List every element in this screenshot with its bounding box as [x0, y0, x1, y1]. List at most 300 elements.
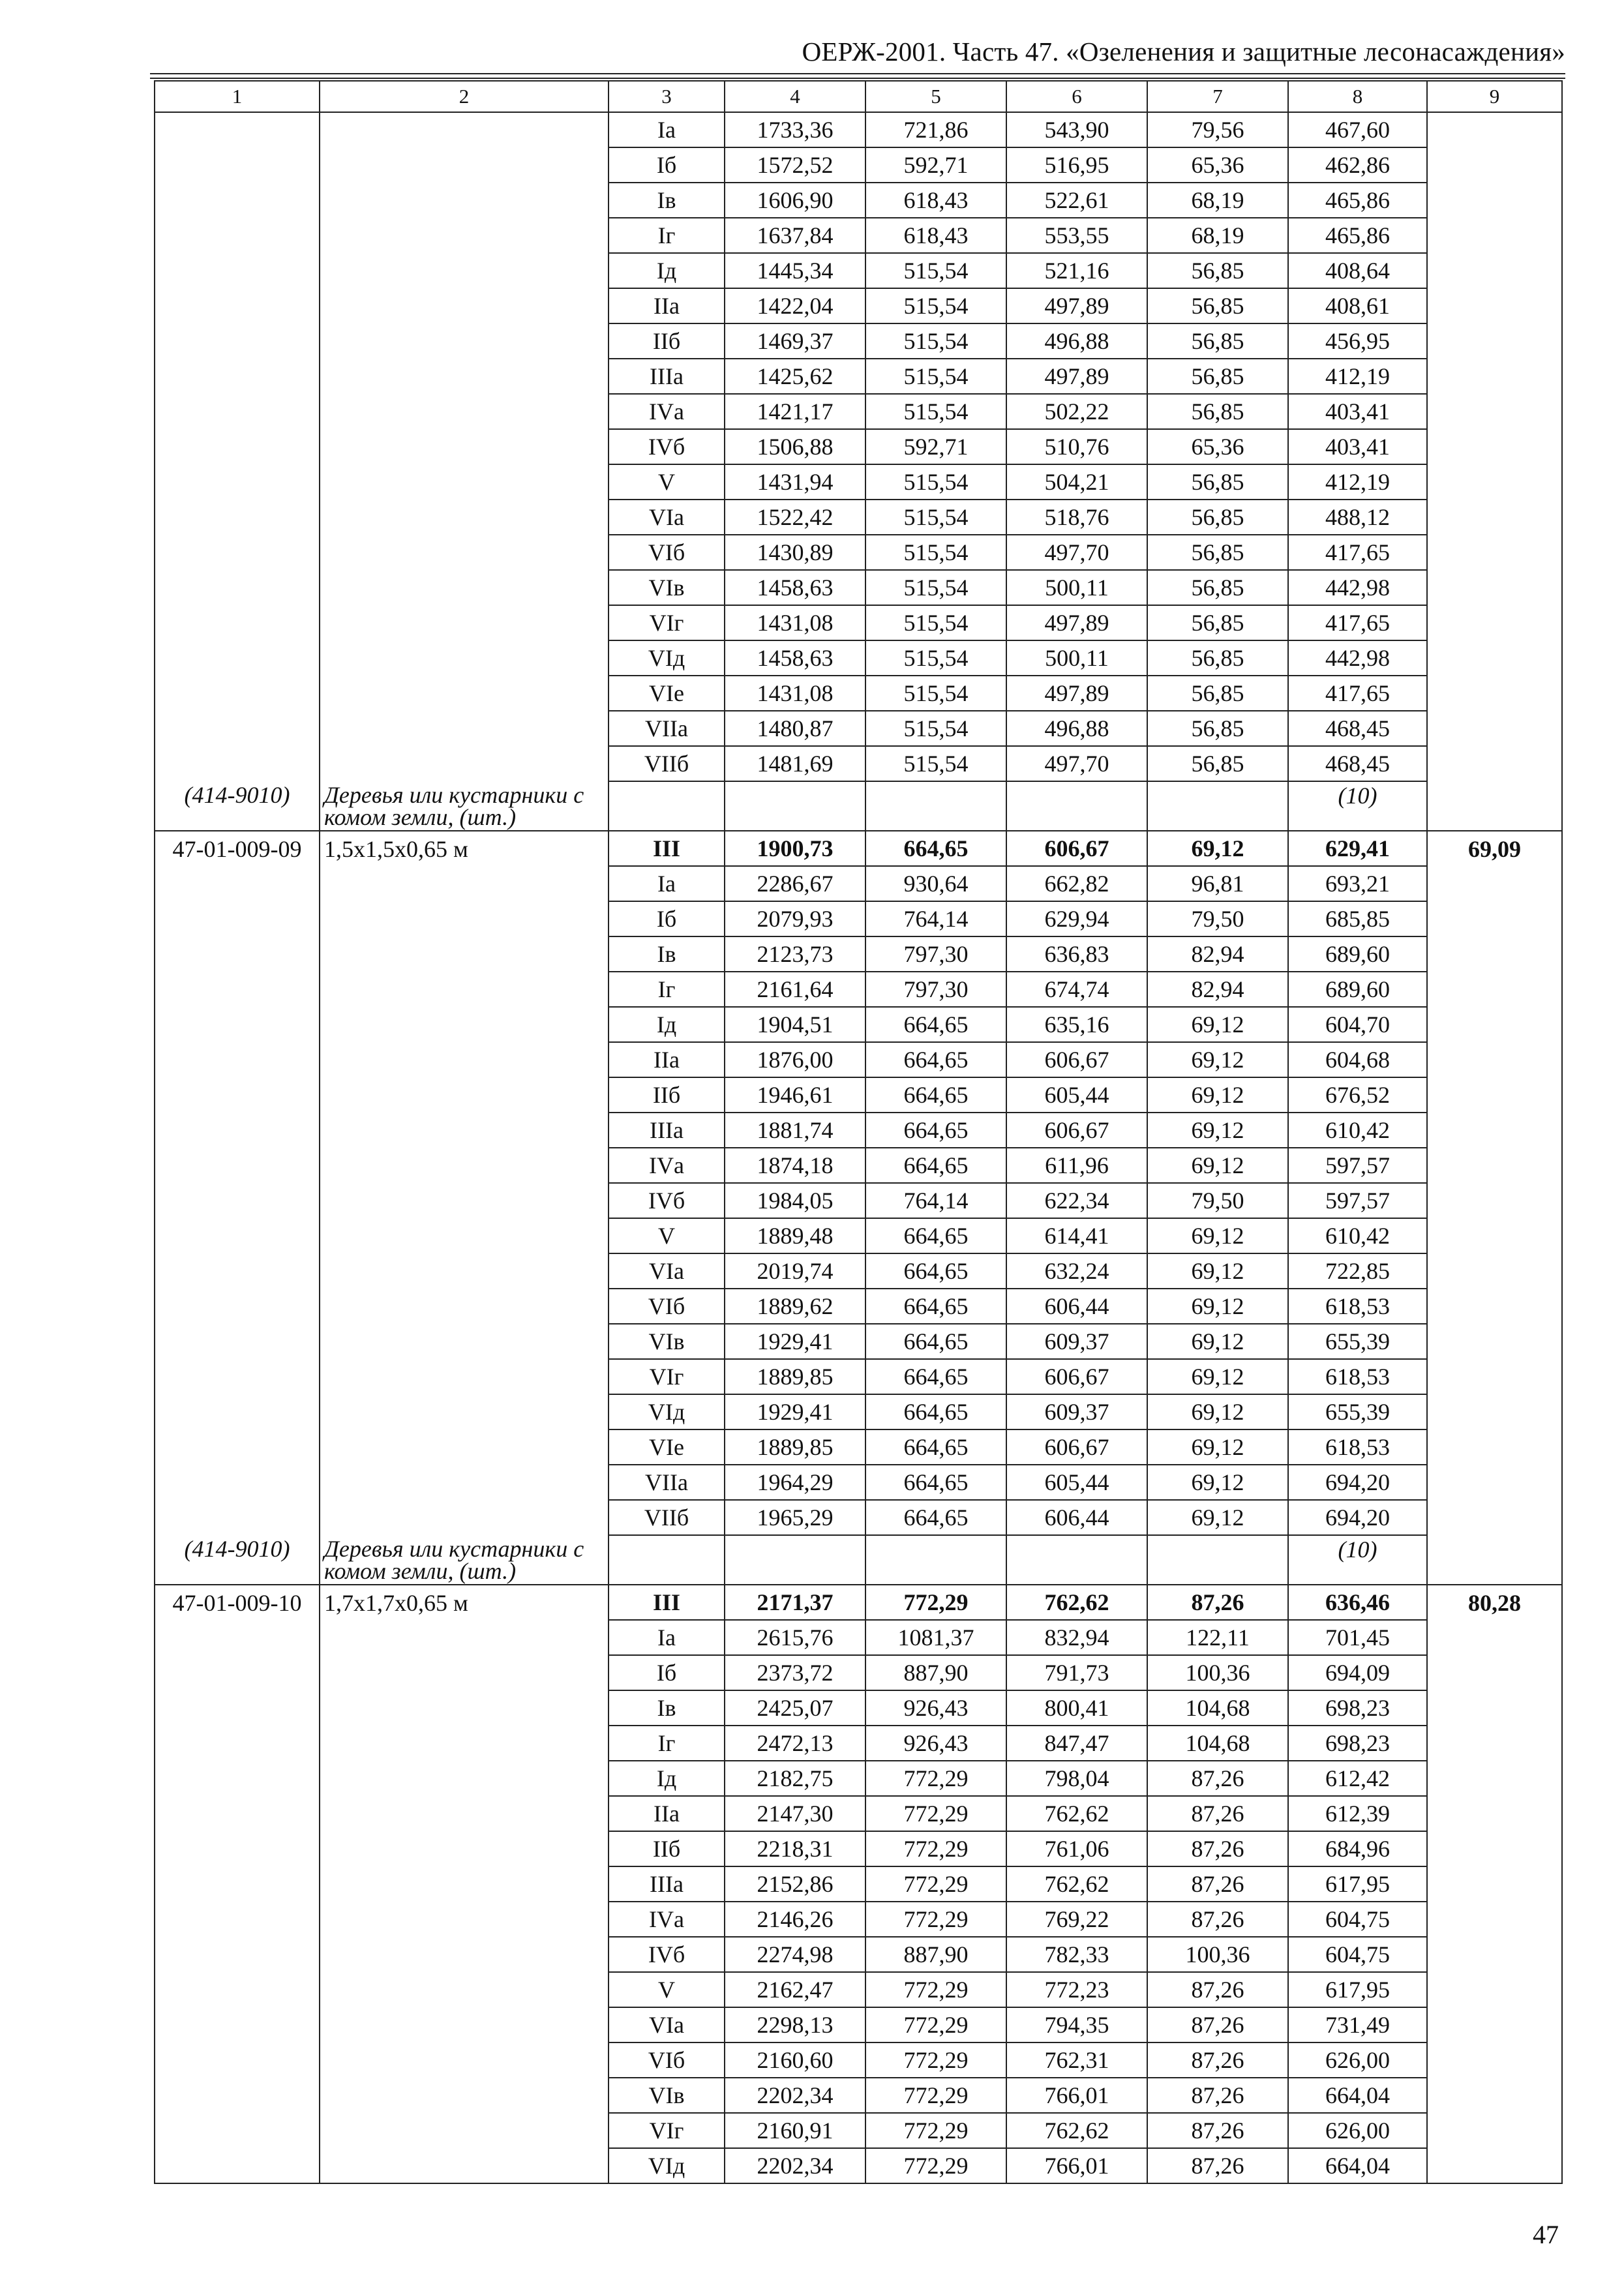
- value-cell: 772,29: [865, 2113, 1006, 2148]
- value-cell: 56,85: [1147, 359, 1288, 394]
- value-cell: 664,65: [865, 1253, 1006, 1289]
- empty-cell: [320, 676, 609, 711]
- empty-cell: [320, 1620, 609, 1655]
- value-cell: 632,24: [1006, 1253, 1147, 1289]
- zone-cell: VIа: [609, 1253, 725, 1289]
- zone-cell: IIIа: [609, 1866, 725, 1902]
- value-cell: 664,65: [865, 1429, 1006, 1465]
- empty-cell: [155, 901, 320, 936]
- value-cell: 762,31: [1006, 2042, 1147, 2078]
- value-cell: 694,20: [1288, 1500, 1427, 1535]
- empty-cell: [155, 1218, 320, 1253]
- table-row: [155, 936, 1562, 972]
- value-cell: 502,22: [1006, 394, 1147, 429]
- rate-name: 1,5х1,5х0,65 м: [320, 831, 609, 866]
- value-cell: 769,22: [1006, 1902, 1147, 1937]
- zone-cell: IVб: [609, 1937, 725, 1972]
- value-cell: 636,46: [1288, 1585, 1427, 1620]
- value-cell: 515,54: [865, 288, 1006, 323]
- empty-cell: [320, 1902, 609, 1937]
- value-cell: 772,29: [865, 1972, 1006, 2007]
- value-cell: 417,65: [1288, 605, 1427, 640]
- empty-cell: [1427, 429, 1562, 464]
- value-cell: 797,30: [865, 936, 1006, 972]
- empty-cell: [155, 1655, 320, 1690]
- empty-cell: [865, 1535, 1006, 1585]
- value-cell: 2286,67: [725, 866, 865, 901]
- table-row: [155, 1761, 1562, 1796]
- empty-cell: [320, 2042, 609, 2078]
- table-row: [155, 2148, 1562, 2183]
- empty-cell: [155, 1796, 320, 1831]
- zone-cell: VIIа: [609, 711, 725, 746]
- empty-cell: [320, 1113, 609, 1148]
- empty-cell: [1427, 640, 1562, 676]
- table-row: [155, 676, 1562, 711]
- value-cell: 79,50: [1147, 901, 1288, 936]
- value-cell: 488,12: [1288, 500, 1427, 535]
- table-row: [155, 253, 1562, 288]
- table-row: [155, 1690, 1562, 1726]
- empty-cell: [1427, 112, 1562, 147]
- resource-code: (414-9010): [155, 1535, 320, 1585]
- value-cell: 1421,17: [725, 394, 865, 429]
- resource-note-row: [155, 781, 1562, 831]
- empty-cell: [155, 1972, 320, 2007]
- value-cell: 69,12: [1147, 1218, 1288, 1253]
- value-cell: 543,90: [1006, 112, 1147, 147]
- value-cell: 2615,76: [725, 1620, 865, 1655]
- value-cell: 606,67: [1006, 1429, 1147, 1465]
- value-cell: 1874,18: [725, 1148, 865, 1183]
- value-cell: 2161,64: [725, 972, 865, 1007]
- value-cell: 800,41: [1006, 1690, 1147, 1726]
- zone-cell: VIб: [609, 2042, 725, 2078]
- value-cell: 468,45: [1288, 746, 1427, 781]
- header-rule: [150, 78, 1565, 79]
- value-cell: 82,94: [1147, 972, 1288, 1007]
- value-cell: 772,23: [1006, 1972, 1147, 2007]
- value-cell: 604,75: [1288, 1902, 1427, 1937]
- value-cell: 622,34: [1006, 1183, 1147, 1218]
- value-cell: 794,35: [1006, 2007, 1147, 2042]
- empty-cell: [1427, 464, 1562, 500]
- empty-cell: [1427, 2113, 1562, 2148]
- empty-cell: [1427, 1831, 1562, 1866]
- resource-name: Деревья или кустарники с комом земли, (шт.): [320, 1535, 609, 1585]
- empty-cell: [155, 972, 320, 1007]
- value-cell: 56,85: [1147, 253, 1288, 288]
- value-cell: 1929,41: [725, 1394, 865, 1429]
- value-cell: 605,44: [1006, 1077, 1147, 1113]
- empty-cell: [1427, 2148, 1562, 2183]
- value-cell: 2146,26: [725, 1902, 865, 1937]
- zone-cell: VIв: [609, 2078, 725, 2113]
- table-row: [155, 1902, 1562, 1937]
- column-number-row: [155, 81, 1562, 112]
- table-row: [155, 972, 1562, 1007]
- value-cell: 1881,74: [725, 1113, 865, 1148]
- value-cell: 87,26: [1147, 1902, 1288, 1937]
- table-row: [155, 112, 1562, 147]
- table-row: [155, 640, 1562, 676]
- value-cell: 2298,13: [725, 2007, 865, 2042]
- table-row: [155, 1007, 1562, 1042]
- value-cell: 617,95: [1288, 1972, 1427, 2007]
- empty-cell: [320, 2078, 609, 2113]
- empty-cell: [320, 936, 609, 972]
- table-row: [155, 1218, 1562, 1253]
- zone-cell: IIIа: [609, 359, 725, 394]
- zone-cell: VIд: [609, 2148, 725, 2183]
- value-cell: 618,43: [865, 183, 1006, 218]
- value-cell: 766,01: [1006, 2078, 1147, 2113]
- value-cell: 772,29: [865, 1831, 1006, 1866]
- empty-cell: [155, 1394, 320, 1429]
- table-row: [155, 570, 1562, 605]
- value-cell: 515,54: [865, 711, 1006, 746]
- empty-cell: [155, 1289, 320, 1324]
- table-row: [155, 605, 1562, 640]
- column-number: 4: [725, 81, 865, 112]
- table-row: [155, 323, 1562, 359]
- page-number: 47: [1533, 2220, 1559, 2249]
- value-cell: 597,57: [1288, 1148, 1427, 1183]
- empty-cell: [155, 746, 320, 781]
- value-cell: 69,12: [1147, 1465, 1288, 1500]
- value-cell: 497,89: [1006, 676, 1147, 711]
- value-cell: 87,26: [1147, 2042, 1288, 2078]
- empty-cell: [1427, 711, 1562, 746]
- value-cell: 847,47: [1006, 1726, 1147, 1761]
- value-cell: 515,54: [865, 640, 1006, 676]
- zone-cell: IVа: [609, 1148, 725, 1183]
- empty-cell: [320, 1465, 609, 1500]
- empty-cell: [320, 866, 609, 901]
- empty-cell: [320, 535, 609, 570]
- value-cell: 87,26: [1147, 1866, 1288, 1902]
- value-cell: 462,86: [1288, 147, 1427, 183]
- value-cell: 65,36: [1147, 429, 1288, 464]
- empty-cell: [155, 183, 320, 218]
- empty-cell: [1427, 746, 1562, 781]
- zone-cell: VIа: [609, 2007, 725, 2042]
- zone-cell: V: [609, 1972, 725, 2007]
- empty-cell: [320, 1394, 609, 1429]
- empty-cell: [1427, 2042, 1562, 2078]
- table-row: [155, 1183, 1562, 1218]
- value-cell: 1984,05: [725, 1183, 865, 1218]
- value-cell: 2218,31: [725, 1831, 865, 1866]
- table-row: [155, 1655, 1562, 1690]
- empty-cell: [155, 1761, 320, 1796]
- table-row: [155, 866, 1562, 901]
- empty-cell: [1427, 1042, 1562, 1077]
- value-cell: 515,54: [865, 323, 1006, 359]
- empty-cell: [1427, 1761, 1562, 1796]
- empty-cell: [155, 1007, 320, 1042]
- empty-cell: [320, 2007, 609, 2042]
- value-cell: 832,94: [1006, 1620, 1147, 1655]
- zone-cell: IIа: [609, 1042, 725, 1077]
- empty-cell: [320, 1289, 609, 1324]
- resource-name: Деревья или кустарники с комом земли, (шт.): [320, 781, 609, 831]
- value-cell: 2162,47: [725, 1972, 865, 2007]
- table-row: [155, 1113, 1562, 1148]
- empty-cell: [155, 1429, 320, 1465]
- empty-cell: [155, 711, 320, 746]
- empty-cell: [320, 1866, 609, 1902]
- value-cell: 2123,73: [725, 936, 865, 972]
- value-cell: 689,60: [1288, 936, 1427, 972]
- value-cell: 56,85: [1147, 746, 1288, 781]
- empty-cell: [320, 464, 609, 500]
- zone-cell: Iв: [609, 1690, 725, 1726]
- value-cell: 87,26: [1147, 2078, 1288, 2113]
- empty-cell: [1427, 1690, 1562, 1726]
- value-cell: 442,98: [1288, 640, 1427, 676]
- zone-cell: III: [609, 831, 725, 866]
- value-cell: 465,86: [1288, 218, 1427, 253]
- value-cell: 408,61: [1288, 288, 1427, 323]
- column-number: 3: [609, 81, 725, 112]
- empty-cell: [1427, 1726, 1562, 1761]
- empty-cell: [1427, 500, 1562, 535]
- value-cell: 772,29: [865, 1585, 1006, 1620]
- value-cell: 122,11: [1147, 1620, 1288, 1655]
- value-cell: 403,41: [1288, 394, 1427, 429]
- value-cell: 1929,41: [725, 1324, 865, 1359]
- value-cell: 684,96: [1288, 1831, 1427, 1866]
- zone-cell: Iа: [609, 112, 725, 147]
- zone-cell: IIа: [609, 1796, 725, 1831]
- empty-cell: [155, 394, 320, 429]
- empty-cell: [320, 570, 609, 605]
- value-cell: 56,85: [1147, 394, 1288, 429]
- table-row: [155, 2007, 1562, 2042]
- empty-cell: [155, 1690, 320, 1726]
- empty-cell: [1427, 1620, 1562, 1655]
- value-cell: 664,04: [1288, 2148, 1427, 2183]
- value-cell: 694,09: [1288, 1655, 1427, 1690]
- value-cell: 606,44: [1006, 1289, 1147, 1324]
- value-cell: 1606,90: [725, 183, 865, 218]
- zone-cell: Iг: [609, 218, 725, 253]
- table-row: [155, 288, 1562, 323]
- value-cell: 87,26: [1147, 1796, 1288, 1831]
- empty-cell: [155, 866, 320, 901]
- empty-cell: [320, 1500, 609, 1535]
- resource-quantity: (10): [1288, 781, 1427, 831]
- value-cell: 79,56: [1147, 112, 1288, 147]
- value-cell: 930,64: [865, 866, 1006, 901]
- value-cell: 664,65: [865, 1042, 1006, 1077]
- table-row: [155, 464, 1562, 500]
- resource-code: (414-9010): [155, 781, 320, 831]
- value-cell: 518,76: [1006, 500, 1147, 535]
- value-cell: 515,54: [865, 500, 1006, 535]
- value-cell: 606,67: [1006, 831, 1147, 866]
- value-cell: 629,94: [1006, 901, 1147, 936]
- value-cell: 56,85: [1147, 464, 1288, 500]
- value-cell: 764,14: [865, 901, 1006, 936]
- empty-cell: [155, 1866, 320, 1902]
- empty-cell: [320, 500, 609, 535]
- table-row: [155, 2078, 1562, 2113]
- value-cell: 2079,93: [725, 901, 865, 936]
- value-cell: 522,61: [1006, 183, 1147, 218]
- value-cell: 1431,08: [725, 676, 865, 711]
- rate-code: 47-01-009-10: [155, 1585, 320, 1620]
- value-cell: 2274,98: [725, 1937, 865, 1972]
- table-row: [155, 1148, 1562, 1183]
- running-header: ОЕРЖ-2001. Часть 47. «Озеленения и защитные лесонасаждения»: [802, 37, 1565, 67]
- value-cell: 772,29: [865, 1902, 1006, 1937]
- empty-cell: [155, 1183, 320, 1218]
- empty-cell: [320, 2113, 609, 2148]
- table-row: [155, 359, 1562, 394]
- empty-cell: [155, 1902, 320, 1937]
- empty-cell: [320, 1324, 609, 1359]
- value-cell: 1506,88: [725, 429, 865, 464]
- empty-cell: [1427, 2007, 1562, 2042]
- value-cell: 636,83: [1006, 936, 1147, 972]
- value-cell: 610,42: [1288, 1113, 1427, 1148]
- empty-cell: [1427, 1253, 1562, 1289]
- value-cell: 515,54: [865, 746, 1006, 781]
- value-cell: 592,71: [865, 147, 1006, 183]
- empty-cell: [1427, 1866, 1562, 1902]
- table-row: [155, 1831, 1562, 1866]
- empty-cell: [1427, 1218, 1562, 1253]
- empty-cell: [320, 2148, 609, 2183]
- empty-cell: [320, 288, 609, 323]
- zone-cell: Iа: [609, 1620, 725, 1655]
- empty-cell: [155, 112, 320, 147]
- table-row: [155, 1620, 1562, 1655]
- empty-cell: [725, 781, 865, 831]
- empty-cell: [155, 359, 320, 394]
- empty-cell: [1427, 1972, 1562, 2007]
- empty-cell: [155, 2148, 320, 2183]
- value-cell: 465,86: [1288, 183, 1427, 218]
- zone-cell: IVб: [609, 1183, 725, 1218]
- table-row: [155, 1042, 1562, 1077]
- value-cell: 87,26: [1147, 1761, 1288, 1796]
- empty-cell: [320, 1359, 609, 1394]
- zone-cell: Iд: [609, 1761, 725, 1796]
- value-cell: 456,95: [1288, 323, 1427, 359]
- empty-cell: [320, 147, 609, 183]
- value-cell: 56,85: [1147, 570, 1288, 605]
- value-cell: 69,12: [1147, 1429, 1288, 1465]
- zone-cell: Iб: [609, 901, 725, 936]
- column-number: 6: [1006, 81, 1147, 112]
- value-cell: 56,85: [1147, 676, 1288, 711]
- table-row: [155, 1429, 1562, 1465]
- empty-cell: [155, 323, 320, 359]
- empty-cell: [320, 1796, 609, 1831]
- table-row: [155, 394, 1562, 429]
- value-cell: 698,23: [1288, 1726, 1427, 1761]
- value-cell: 104,68: [1147, 1690, 1288, 1726]
- value-cell: 1081,37: [865, 1620, 1006, 1655]
- empty-cell: [155, 1253, 320, 1289]
- empty-cell: [155, 676, 320, 711]
- zone-cell: Iб: [609, 147, 725, 183]
- column-number: 8: [1288, 81, 1427, 112]
- empty-cell: [1427, 253, 1562, 288]
- value-cell: 791,73: [1006, 1655, 1147, 1690]
- table-row: [155, 1324, 1562, 1359]
- value-cell: 761,06: [1006, 1831, 1147, 1866]
- empty-cell: [1427, 1324, 1562, 1359]
- table-row: [155, 1253, 1562, 1289]
- empty-cell: [320, 1077, 609, 1113]
- value-cell: 104,68: [1147, 1726, 1288, 1761]
- value-cell: 655,39: [1288, 1324, 1427, 1359]
- table-row: [155, 901, 1562, 936]
- empty-cell: [155, 147, 320, 183]
- empty-cell: [155, 1500, 320, 1535]
- empty-cell: [1427, 288, 1562, 323]
- value-cell: 722,85: [1288, 1253, 1427, 1289]
- table-row: [155, 183, 1562, 218]
- empty-cell: [155, 570, 320, 605]
- rate-name: 1,7х1,7х0,65 м: [320, 1585, 609, 1620]
- value-cell: 604,70: [1288, 1007, 1427, 1042]
- value-cell: 1458,63: [725, 640, 865, 676]
- empty-cell: [725, 1535, 865, 1585]
- value-cell: 496,88: [1006, 711, 1147, 746]
- column-number: 7: [1147, 81, 1288, 112]
- value-cell: 1425,62: [725, 359, 865, 394]
- value-cell: 56,85: [1147, 535, 1288, 570]
- empty-cell: [320, 429, 609, 464]
- value-cell: 2182,75: [725, 1761, 865, 1796]
- empty-cell: [1427, 1796, 1562, 1831]
- zone-cell: Iв: [609, 183, 725, 218]
- value-cell: 694,20: [1288, 1465, 1427, 1500]
- empty-cell: [1427, 972, 1562, 1007]
- table-row: [155, 2113, 1562, 2148]
- empty-cell: [320, 359, 609, 394]
- empty-cell: [320, 1726, 609, 1761]
- empty-cell: [1427, 359, 1562, 394]
- empty-cell: [155, 535, 320, 570]
- value-cell: 408,64: [1288, 253, 1427, 288]
- value-cell: 69,12: [1147, 1324, 1288, 1359]
- zone-cell: VIIб: [609, 746, 725, 781]
- empty-cell: [320, 1253, 609, 1289]
- value-cell: 69,12: [1147, 831, 1288, 866]
- value-cell: 69,12: [1147, 1394, 1288, 1429]
- value-cell: 1445,34: [725, 253, 865, 288]
- empty-cell: [320, 323, 609, 359]
- table-row-main: [155, 1585, 1562, 1620]
- value-cell: 1480,87: [725, 711, 865, 746]
- empty-cell: [320, 1761, 609, 1796]
- empty-cell: [320, 1148, 609, 1183]
- empty-cell: [155, 1324, 320, 1359]
- empty-cell: [320, 1429, 609, 1465]
- value-cell: 1422,04: [725, 288, 865, 323]
- value-cell: 56,85: [1147, 605, 1288, 640]
- value-cell: 2373,72: [725, 1655, 865, 1690]
- value-cell: 56,85: [1147, 640, 1288, 676]
- value-cell: 2425,07: [725, 1690, 865, 1726]
- empty-cell: [1427, 323, 1562, 359]
